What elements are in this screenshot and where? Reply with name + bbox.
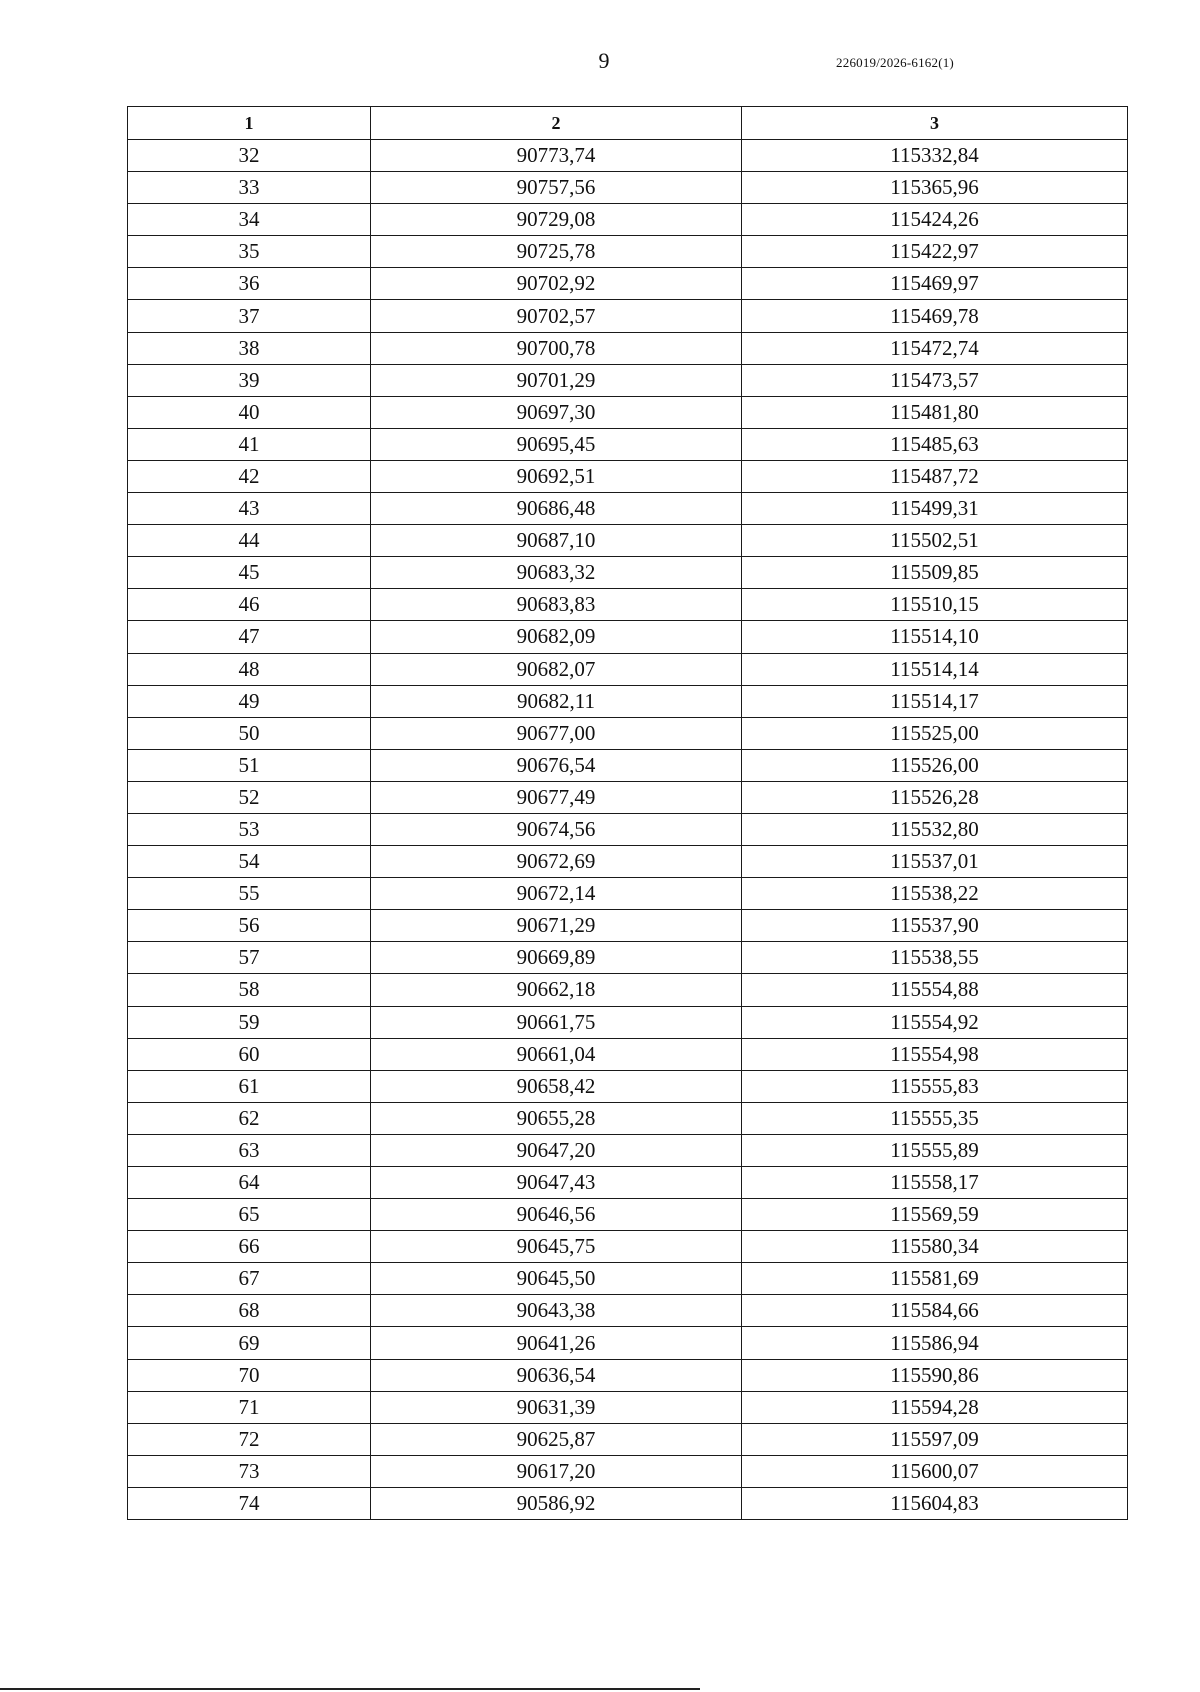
point-number-cell: 63 <box>128 1134 371 1166</box>
y-coordinate-cell: 115597,09 <box>742 1423 1128 1455</box>
y-coordinate-cell: 115555,83 <box>742 1070 1128 1102</box>
x-coordinate-cell: 90683,83 <box>371 589 742 621</box>
table-row <box>128 749 1128 781</box>
y-coordinate-cell: 115600,07 <box>742 1455 1128 1487</box>
table-row <box>128 589 1128 621</box>
x-coordinate-cell: 90646,56 <box>371 1199 742 1231</box>
x-coordinate-cell: 90658,42 <box>371 1070 742 1102</box>
x-coordinate-cell: 90683,32 <box>371 557 742 589</box>
point-number-cell: 65 <box>128 1199 371 1231</box>
table-row <box>128 332 1128 364</box>
y-coordinate-cell: 115487,72 <box>742 460 1128 492</box>
x-coordinate-cell: 90671,29 <box>371 910 742 942</box>
x-coordinate-cell: 90672,69 <box>371 846 742 878</box>
x-coordinate-cell: 90701,29 <box>371 364 742 396</box>
x-coordinate-cell: 90692,51 <box>371 460 742 492</box>
x-coordinate-cell: 90661,75 <box>371 1006 742 1038</box>
x-coordinate-cell: 90661,04 <box>371 1038 742 1070</box>
y-coordinate-cell: 115514,10 <box>742 621 1128 653</box>
bottom-edge-rule <box>0 1688 700 1690</box>
point-number-cell: 40 <box>128 396 371 428</box>
point-number-cell: 72 <box>128 1423 371 1455</box>
table-row <box>128 1006 1128 1038</box>
table-row <box>128 653 1128 685</box>
point-number-cell: 73 <box>128 1455 371 1487</box>
table-row <box>128 1070 1128 1102</box>
x-coordinate-cell: 90677,00 <box>371 717 742 749</box>
x-coordinate-cell: 90643,38 <box>371 1295 742 1327</box>
column-header-1: 1 <box>128 107 371 140</box>
y-coordinate-cell: 115558,17 <box>742 1167 1128 1199</box>
table-row <box>128 910 1128 942</box>
table-row <box>128 1199 1128 1231</box>
y-coordinate-cell: 115469,97 <box>742 268 1128 300</box>
point-number-cell: 48 <box>128 653 371 685</box>
x-coordinate-cell: 90674,56 <box>371 813 742 845</box>
document-reference: 226019/2026-6162(1) <box>836 55 954 70</box>
x-coordinate-cell: 90682,07 <box>371 653 742 685</box>
x-coordinate-cell: 90702,92 <box>371 268 742 300</box>
table-row <box>128 685 1128 717</box>
x-coordinate-cell: 90729,08 <box>371 204 742 236</box>
point-number-cell: 46 <box>128 589 371 621</box>
x-coordinate-cell: 90700,78 <box>371 332 742 364</box>
x-coordinate-cell: 90655,28 <box>371 1102 742 1134</box>
table-row <box>128 621 1128 653</box>
point-number-cell: 70 <box>128 1359 371 1391</box>
table-row <box>128 1038 1128 1070</box>
table-row <box>128 942 1128 974</box>
x-coordinate-cell: 90636,54 <box>371 1359 742 1391</box>
point-number-cell: 69 <box>128 1327 371 1359</box>
point-number-cell: 68 <box>128 1295 371 1327</box>
point-number-cell: 36 <box>128 268 371 300</box>
y-coordinate-cell: 115584,66 <box>742 1295 1128 1327</box>
y-coordinate-cell: 115499,31 <box>742 493 1128 525</box>
point-number-cell: 35 <box>128 236 371 268</box>
y-coordinate-cell: 115604,83 <box>742 1487 1128 1519</box>
y-coordinate-cell: 115538,55 <box>742 942 1128 974</box>
x-coordinate-cell: 90697,30 <box>371 396 742 428</box>
x-coordinate-cell: 90757,56 <box>371 172 742 204</box>
x-coordinate-cell: 90682,09 <box>371 621 742 653</box>
y-coordinate-cell: 115469,78 <box>742 300 1128 332</box>
x-coordinate-cell: 90672,14 <box>371 878 742 910</box>
table-row <box>128 1391 1128 1423</box>
y-coordinate-cell: 115554,88 <box>742 974 1128 1006</box>
table-row <box>128 460 1128 492</box>
y-coordinate-cell: 115502,51 <box>742 525 1128 557</box>
y-coordinate-cell: 115472,74 <box>742 332 1128 364</box>
point-number-cell: 32 <box>128 140 371 172</box>
x-coordinate-cell: 90702,57 <box>371 300 742 332</box>
x-coordinate-cell: 90645,75 <box>371 1231 742 1263</box>
y-coordinate-cell: 115555,89 <box>742 1134 1128 1166</box>
x-coordinate-cell: 90677,49 <box>371 781 742 813</box>
table-row <box>128 396 1128 428</box>
point-number-cell: 74 <box>128 1487 371 1519</box>
y-coordinate-cell: 115422,97 <box>742 236 1128 268</box>
x-coordinate-cell: 90647,43 <box>371 1167 742 1199</box>
point-number-cell: 44 <box>128 525 371 557</box>
table-row <box>128 493 1128 525</box>
table-row <box>128 300 1128 332</box>
y-coordinate-cell: 115537,90 <box>742 910 1128 942</box>
point-number-cell: 49 <box>128 685 371 717</box>
x-coordinate-cell: 90617,20 <box>371 1455 742 1487</box>
table-row <box>128 1455 1128 1487</box>
y-coordinate-cell: 115594,28 <box>742 1391 1128 1423</box>
point-number-cell: 47 <box>128 621 371 653</box>
point-number-cell: 60 <box>128 1038 371 1070</box>
y-coordinate-cell: 115510,15 <box>742 589 1128 621</box>
y-coordinate-cell: 115526,00 <box>742 749 1128 781</box>
point-number-cell: 71 <box>128 1391 371 1423</box>
x-coordinate-cell: 90669,89 <box>371 942 742 974</box>
y-coordinate-cell: 115538,22 <box>742 878 1128 910</box>
y-coordinate-cell: 115581,69 <box>742 1263 1128 1295</box>
y-coordinate-cell: 115485,63 <box>742 428 1128 460</box>
x-coordinate-cell: 90645,50 <box>371 1263 742 1295</box>
y-coordinate-cell: 115580,34 <box>742 1231 1128 1263</box>
table-row <box>128 1134 1128 1166</box>
point-number-cell: 59 <box>128 1006 371 1038</box>
y-coordinate-cell: 115555,35 <box>742 1102 1128 1134</box>
table-row <box>128 525 1128 557</box>
point-number-cell: 66 <box>128 1231 371 1263</box>
table-row <box>128 204 1128 236</box>
y-coordinate-cell: 115481,80 <box>742 396 1128 428</box>
point-number-cell: 57 <box>128 942 371 974</box>
table-row <box>128 236 1128 268</box>
page-number: 9 <box>598 48 610 73</box>
point-number-cell: 34 <box>128 204 371 236</box>
table-row <box>128 846 1128 878</box>
x-coordinate-cell: 90686,48 <box>371 493 742 525</box>
table-row <box>128 878 1128 910</box>
x-coordinate-cell: 90662,18 <box>371 974 742 1006</box>
point-number-cell: 62 <box>128 1102 371 1134</box>
x-coordinate-cell: 90682,11 <box>371 685 742 717</box>
table-row <box>128 1359 1128 1391</box>
x-coordinate-cell: 90676,54 <box>371 749 742 781</box>
y-coordinate-cell: 115532,80 <box>742 813 1128 845</box>
point-number-cell: 39 <box>128 364 371 396</box>
table-row <box>128 1295 1128 1327</box>
coordinates-table <box>127 106 1128 1520</box>
point-number-cell: 64 <box>128 1167 371 1199</box>
point-number-cell: 53 <box>128 813 371 845</box>
x-coordinate-cell: 90625,87 <box>371 1423 742 1455</box>
point-number-cell: 41 <box>128 428 371 460</box>
point-number-cell: 43 <box>128 493 371 525</box>
x-coordinate-cell: 90687,10 <box>371 525 742 557</box>
point-number-cell: 50 <box>128 717 371 749</box>
x-coordinate-cell: 90631,39 <box>371 1391 742 1423</box>
y-coordinate-cell: 115526,28 <box>742 781 1128 813</box>
x-coordinate-cell: 90695,45 <box>371 428 742 460</box>
point-number-cell: 33 <box>128 172 371 204</box>
point-number-cell: 58 <box>128 974 371 1006</box>
table-body <box>128 140 1128 1520</box>
table-row <box>128 428 1128 460</box>
table-row <box>128 781 1128 813</box>
point-number-cell: 67 <box>128 1263 371 1295</box>
y-coordinate-cell: 115537,01 <box>742 846 1128 878</box>
y-coordinate-cell: 115586,94 <box>742 1327 1128 1359</box>
y-coordinate-cell: 115509,85 <box>742 557 1128 589</box>
point-number-cell: 51 <box>128 749 371 781</box>
table-row <box>128 172 1128 204</box>
y-coordinate-cell: 115473,57 <box>742 364 1128 396</box>
point-number-cell: 45 <box>128 557 371 589</box>
point-number-cell: 61 <box>128 1070 371 1102</box>
point-number-cell: 56 <box>128 910 371 942</box>
table-row <box>128 1423 1128 1455</box>
table-row <box>128 1487 1128 1519</box>
table-row <box>128 557 1128 589</box>
point-number-cell: 38 <box>128 332 371 364</box>
point-number-cell: 54 <box>128 846 371 878</box>
y-coordinate-cell: 115569,59 <box>742 1199 1128 1231</box>
y-coordinate-cell: 115525,00 <box>742 717 1128 749</box>
point-number-cell: 42 <box>128 460 371 492</box>
x-coordinate-cell: 90773,74 <box>371 140 742 172</box>
table-header-row <box>128 107 1128 140</box>
table-row <box>128 1167 1128 1199</box>
y-coordinate-cell: 115554,92 <box>742 1006 1128 1038</box>
y-coordinate-cell: 115514,14 <box>742 653 1128 685</box>
table-row <box>128 140 1128 172</box>
x-coordinate-cell: 90586,92 <box>371 1487 742 1519</box>
table-row <box>128 1231 1128 1263</box>
point-number-cell: 55 <box>128 878 371 910</box>
table-row <box>128 364 1128 396</box>
x-coordinate-cell: 90641,26 <box>371 1327 742 1359</box>
table-row <box>128 1102 1128 1134</box>
table-row <box>128 974 1128 1006</box>
y-coordinate-cell: 115424,26 <box>742 204 1128 236</box>
column-header-3: 3 <box>742 107 1128 140</box>
table-row <box>128 813 1128 845</box>
x-coordinate-cell: 90647,20 <box>371 1134 742 1166</box>
y-coordinate-cell: 115590,86 <box>742 1359 1128 1391</box>
y-coordinate-cell: 115332,84 <box>742 140 1128 172</box>
x-coordinate-cell: 90725,78 <box>371 236 742 268</box>
table-row <box>128 268 1128 300</box>
y-coordinate-cell: 115365,96 <box>742 172 1128 204</box>
column-header-2: 2 <box>371 107 742 140</box>
point-number-cell: 52 <box>128 781 371 813</box>
table-row <box>128 1327 1128 1359</box>
point-number-cell: 37 <box>128 300 371 332</box>
y-coordinate-cell: 115514,17 <box>742 685 1128 717</box>
table-row <box>128 1263 1128 1295</box>
table-row <box>128 717 1128 749</box>
y-coordinate-cell: 115554,98 <box>742 1038 1128 1070</box>
